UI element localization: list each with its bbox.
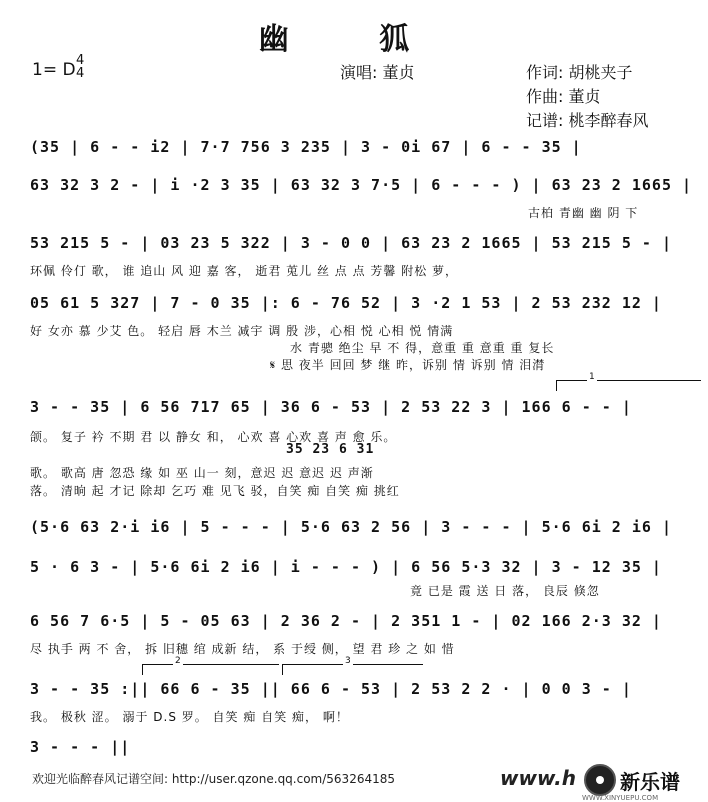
singer-credit: 演唱: 董贞 — [340, 63, 415, 82]
volta-label-2: 2 — [175, 656, 181, 666]
time-signature-top: 4 — [76, 53, 85, 68]
score-line-8: 5 · 6 3 - | 5·6 6i 2 i6 | i - - - ) | 6 56 5·3 32 | 3 - 12 35 | — [30, 558, 662, 576]
lyric-line-4a: 好 女亦 慕 少艾 色。 轻启 唇 木兰 减宇 调 殷 涉，心相 悦 心相 悦 情满 — [30, 324, 454, 338]
lyric-line-2: 古柏 青幽 幽 阴 下 — [528, 206, 639, 220]
score-line-4: 05 61 5 327 | 7 - 0 35 |: 6 - 76 52 | 3 ·2 1 53 | 2 53 232 12 | — [30, 294, 662, 312]
vinyl-disc-icon — [584, 764, 616, 796]
score-line-11: 3 - - - || — [30, 738, 131, 756]
volta-bracket-3 — [282, 656, 423, 675]
key-signature: 1= D — [32, 60, 76, 80]
lyric-line-9: 尽 执手 两 不 舍， 拆 旧穗 绾 成新 结， 系 于绶 侧， 望 君 珍 之 如 惜 — [30, 642, 455, 656]
score-line-2: 63 32 3 2 - | i ·2 3 35 | 63 32 3 7·5 | 6 - - - ) | 63 23 2 1665 | — [30, 176, 693, 194]
time-signature-bottom: 4 — [76, 66, 85, 81]
logo-text: 新乐谱 — [620, 770, 680, 794]
volta-bracket-1 — [556, 372, 701, 391]
watermark-text: www.h — [500, 766, 576, 790]
composer-credit: 作曲: 董贞 — [526, 87, 601, 106]
site-logo — [582, 760, 708, 800]
volta-label-3: 3 — [345, 656, 351, 666]
score-line-3: 53 215 5 - | 03 23 5 322 | 3 - 0 0 | 63 23 2 1665 | 53 215 5 - | — [30, 234, 672, 252]
page-title: 幽 狐 — [258, 22, 450, 57]
score-line-9: 6 56 7 6·5 | 5 - 05 63 | 2 36 2 - | 2 351 1 - | 02 166 2·3 32 | — [30, 612, 662, 630]
lyric-line-3: 环佩 伶仃 歌， 谁 追山 风 迎 嘉 客， 逝君 莵儿 丝 点 点 芳馨 附松 萝， — [30, 264, 459, 278]
transcriber-credit: 记谱: 桃李醉春风 — [526, 111, 649, 130]
lyric-line-6a: 歌。 歌高 唐 忽恐 缘 如 巫 山一 刻，意迟 迟 意迟 迟 声渐 — [30, 466, 374, 480]
logo-subtext: WWW.XINYUEPU.COM — [582, 794, 659, 802]
lyricist-credit: 作词: 胡桃夹子 — [526, 63, 633, 82]
lyric-line-5: 颌。 复子 衿 不期 君 以 静女 和， 心欢 喜 心欢 喜 声 愈 乐。 — [30, 430, 397, 444]
footer-link-text: 欢迎光临醉春风记谱空间: http://user.qzone.qq.com/563264185 — [32, 772, 396, 786]
volta-bracket-2 — [142, 656, 279, 675]
score-line-7: (5·6 63 2·i i6 | 5 - - - | 5·6 63 2 56 | 3 - - - | 5·6 6i 2 i6 | — [30, 518, 672, 536]
score-line-10: 3 - - 35 :|| 66 6 - 35 || 66 6 - 53 | 2 53 2 2 · | 0 0 3 - | — [30, 680, 632, 698]
volta-label-1: 1 — [589, 372, 595, 382]
score-line-1: (35 | 6 - - i2 | 7·7 756 3 235 | 3 - 0i 67 | 6 - - 35 | — [30, 138, 582, 156]
score-line-5: 3 - - 35 | 6 56 717 65 | 36 6 - 53 | 2 53 22 3 | 166 6 - - | — [30, 398, 632, 416]
lyric-line-4c: 𝄋 思 夜半 回回 梦 继 昨，诉别 情 诉别 情 泪潸 — [270, 358, 546, 372]
lyric-line-10: 我。 极秋 涩。 溺于 D.S 罗。 自笑 痴 自笑 痴， 啊！ — [30, 710, 349, 724]
lyric-line-6b: 落。 清晌 起 才记 除却 乞巧 难 见飞 驳，自笑 痴 自笑 痴 挑红 — [30, 484, 400, 498]
time-signature — [76, 54, 84, 80]
lyric-line-8: 竟 已是 霞 送 日 落， 良辰 倏忽 — [410, 584, 600, 598]
lyric-line-4b: 水 青骢 绝尘 早 不 得，意重 重 意重 重 复长 — [290, 341, 555, 355]
score-line-alt: 35 23 6 31 — [286, 442, 375, 457]
